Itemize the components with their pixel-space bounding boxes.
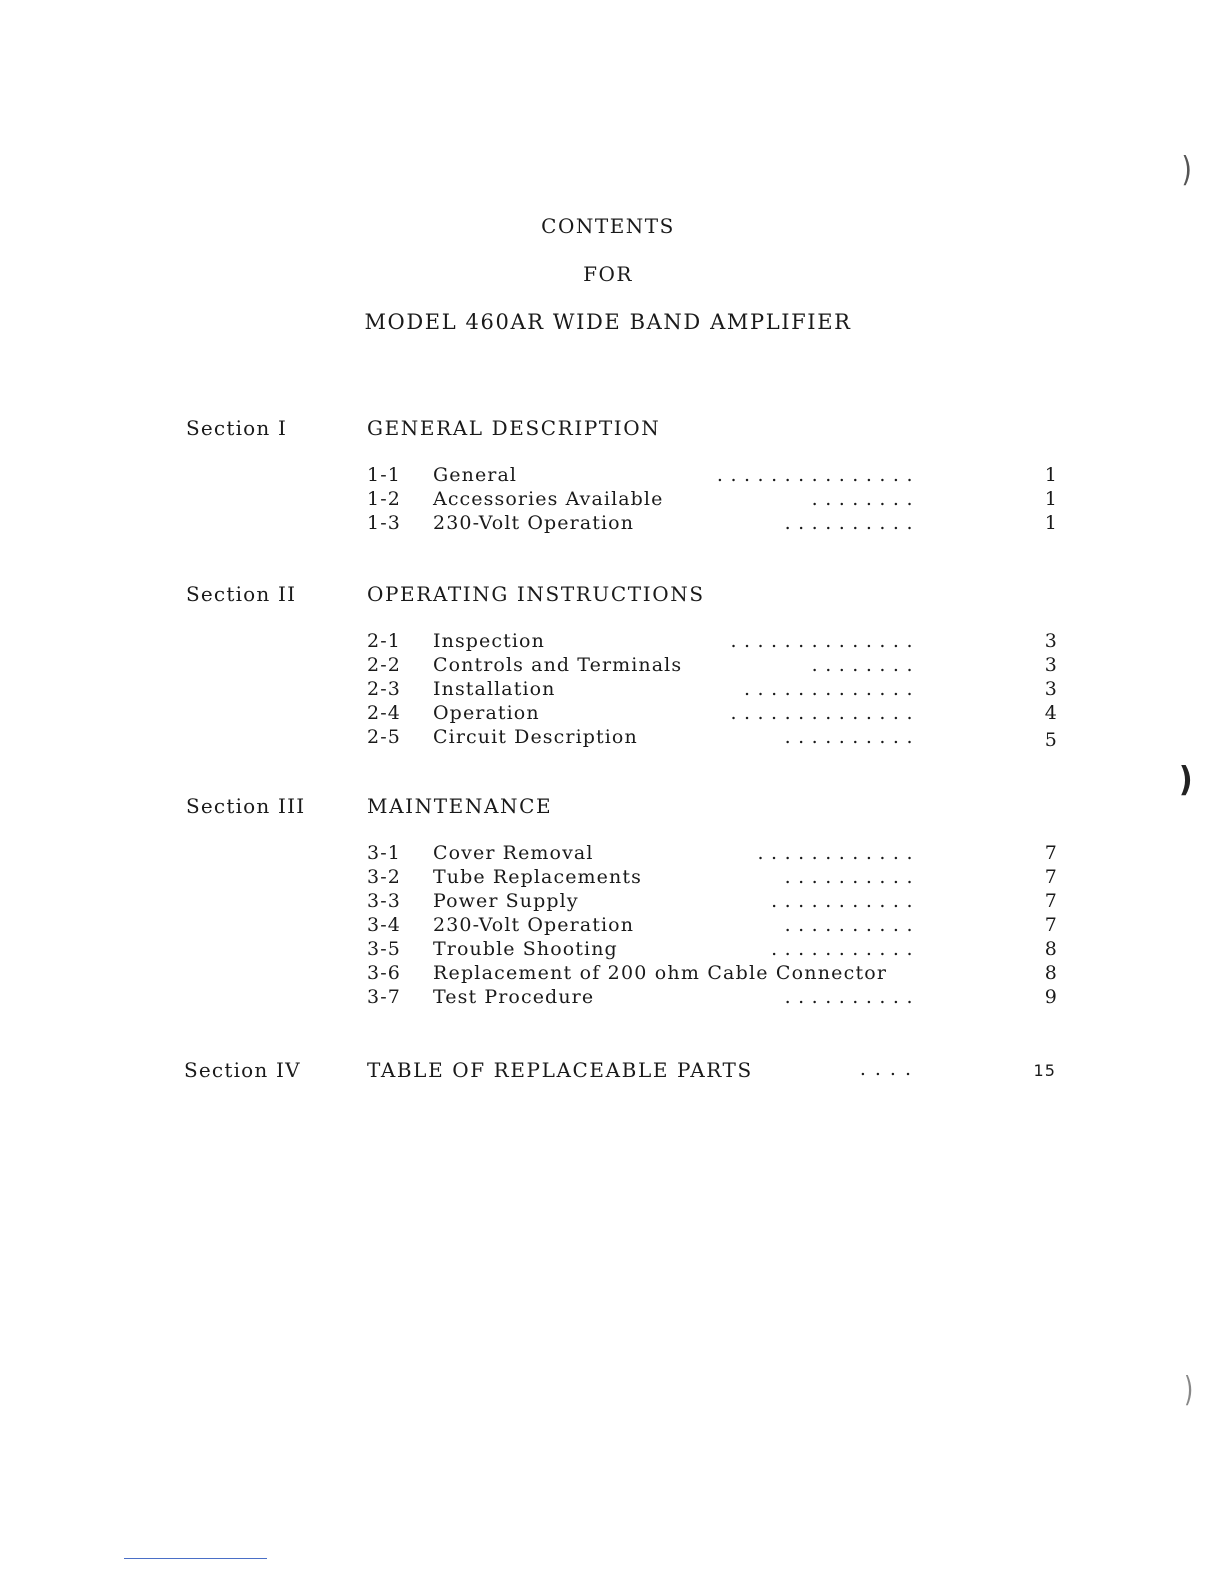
toc-entry [0,464,1224,488]
entry-title: General [433,464,518,486]
entry-number: 1-3 [367,512,401,534]
entry-title: Trouble Shooting [433,938,618,960]
toc-entry [0,702,1224,726]
entry-title: Power Supply [433,890,579,912]
section-heading: GENERAL DESCRIPTION [367,416,661,440]
leader-dots: ............... [716,464,920,486]
entry-number: 3-3 [367,890,401,912]
footer-rule [124,1558,267,1559]
margin-mark: ) [1181,150,1192,190]
leader-dots: ........... [771,938,920,960]
model-title: MODEL 460AR WIDE BAND AMPLIFIER [364,310,852,334]
entry-title: 230-Volt Operation [433,512,635,534]
section-label: Section II [186,582,297,606]
toc-entry [0,654,1224,678]
entry-title: Circuit Description [433,726,638,748]
toc-entry [0,630,1224,654]
entry-title: Replacement of 200 ohm Cable Connector [433,962,888,984]
entry-page: 5 [1044,729,1058,751]
toc-entry [0,726,1224,750]
toc-entry [0,962,1224,986]
entry-number: 2-5 [367,726,401,748]
entry-number: 3-6 [367,962,401,984]
entry-number: 3-5 [367,938,401,960]
leader-dots: .... [859,1058,920,1080]
leader-dots: .............. [730,630,920,652]
entry-page: 3 [1044,654,1058,676]
entry-page: 15 [1033,1061,1056,1080]
entry-number: 3-7 [367,986,401,1008]
entry-page: 1 [1044,464,1058,486]
entry-title: Operation [433,702,540,724]
entry-title: Cover Removal [433,842,594,864]
entry-title: 230-Volt Operation [433,914,635,936]
contents-title: CONTENTS [541,214,675,238]
entry-page: 7 [1044,866,1058,888]
entry-number: 3-4 [367,914,401,936]
toc-entry [0,938,1224,962]
entry-page: 1 [1044,512,1058,534]
entry-page: 7 [1044,842,1058,864]
entry-page: 8 [1044,938,1058,960]
margin-mark: ) [1183,1370,1194,1410]
entry-page: 9 [1044,986,1058,1008]
leader-dots: ............. [743,678,920,700]
toc-entry [0,1058,1224,1082]
entry-page: 3 [1044,630,1058,652]
entry-page: 1 [1044,488,1058,510]
entry-title: Test Procedure [433,986,595,1008]
section-label: Section I [186,416,288,440]
section-heading: MAINTENANCE [367,794,553,818]
entry-number: 2-2 [367,654,401,676]
entry-page: 3 [1044,678,1058,700]
leader-dots: ........... [771,890,920,912]
entry-title: Accessories Available [433,488,664,510]
entry-page: 7 [1044,914,1058,936]
entry-page: 7 [1044,890,1058,912]
section-heading: OPERATING INSTRUCTIONS [367,582,705,606]
entry-title: Inspection [433,630,545,652]
entry-number: 3-1 [367,842,401,864]
entry-number: 2-3 [367,678,401,700]
toc-entry [0,512,1224,536]
leader-dots: ............ [757,842,920,864]
leader-dots: .......... [784,986,920,1008]
leader-dots: ........ [811,488,920,510]
entry-page: 8 [1044,962,1058,984]
leader-dots: .......... [784,914,920,936]
toc-entry [0,986,1224,1010]
entry-title: Tube Replacements [433,866,642,888]
section-heading: TABLE OF REPLACEABLE PARTS [367,1058,753,1082]
toc-entry [0,866,1224,890]
leader-dots: .......... [784,512,920,534]
entry-number: 1-2 [367,488,401,510]
toc-entry [0,678,1224,702]
section-label: Section IV [184,1058,301,1082]
section-label: Section III [186,794,306,818]
toc-entry [0,914,1224,938]
leader-dots: .......... [784,726,920,748]
leader-dots: ........ [811,654,920,676]
toc-entry [0,488,1224,512]
leader-dots: .......... [784,866,920,888]
leader-dots: .............. [730,702,920,724]
entry-title: Controls and Terminals [433,654,683,676]
entry-page: 4 [1044,702,1058,724]
entry-number: 2-1 [367,630,401,652]
margin-mark: ) [1178,760,1193,800]
entry-number: 2-4 [367,702,401,724]
toc-entry [0,842,1224,866]
for-line: FOR [583,262,633,286]
entry-number: 3-2 [367,866,401,888]
toc-entry [0,890,1224,914]
entry-title: Installation [433,678,556,700]
entry-number: 1-1 [367,464,401,486]
